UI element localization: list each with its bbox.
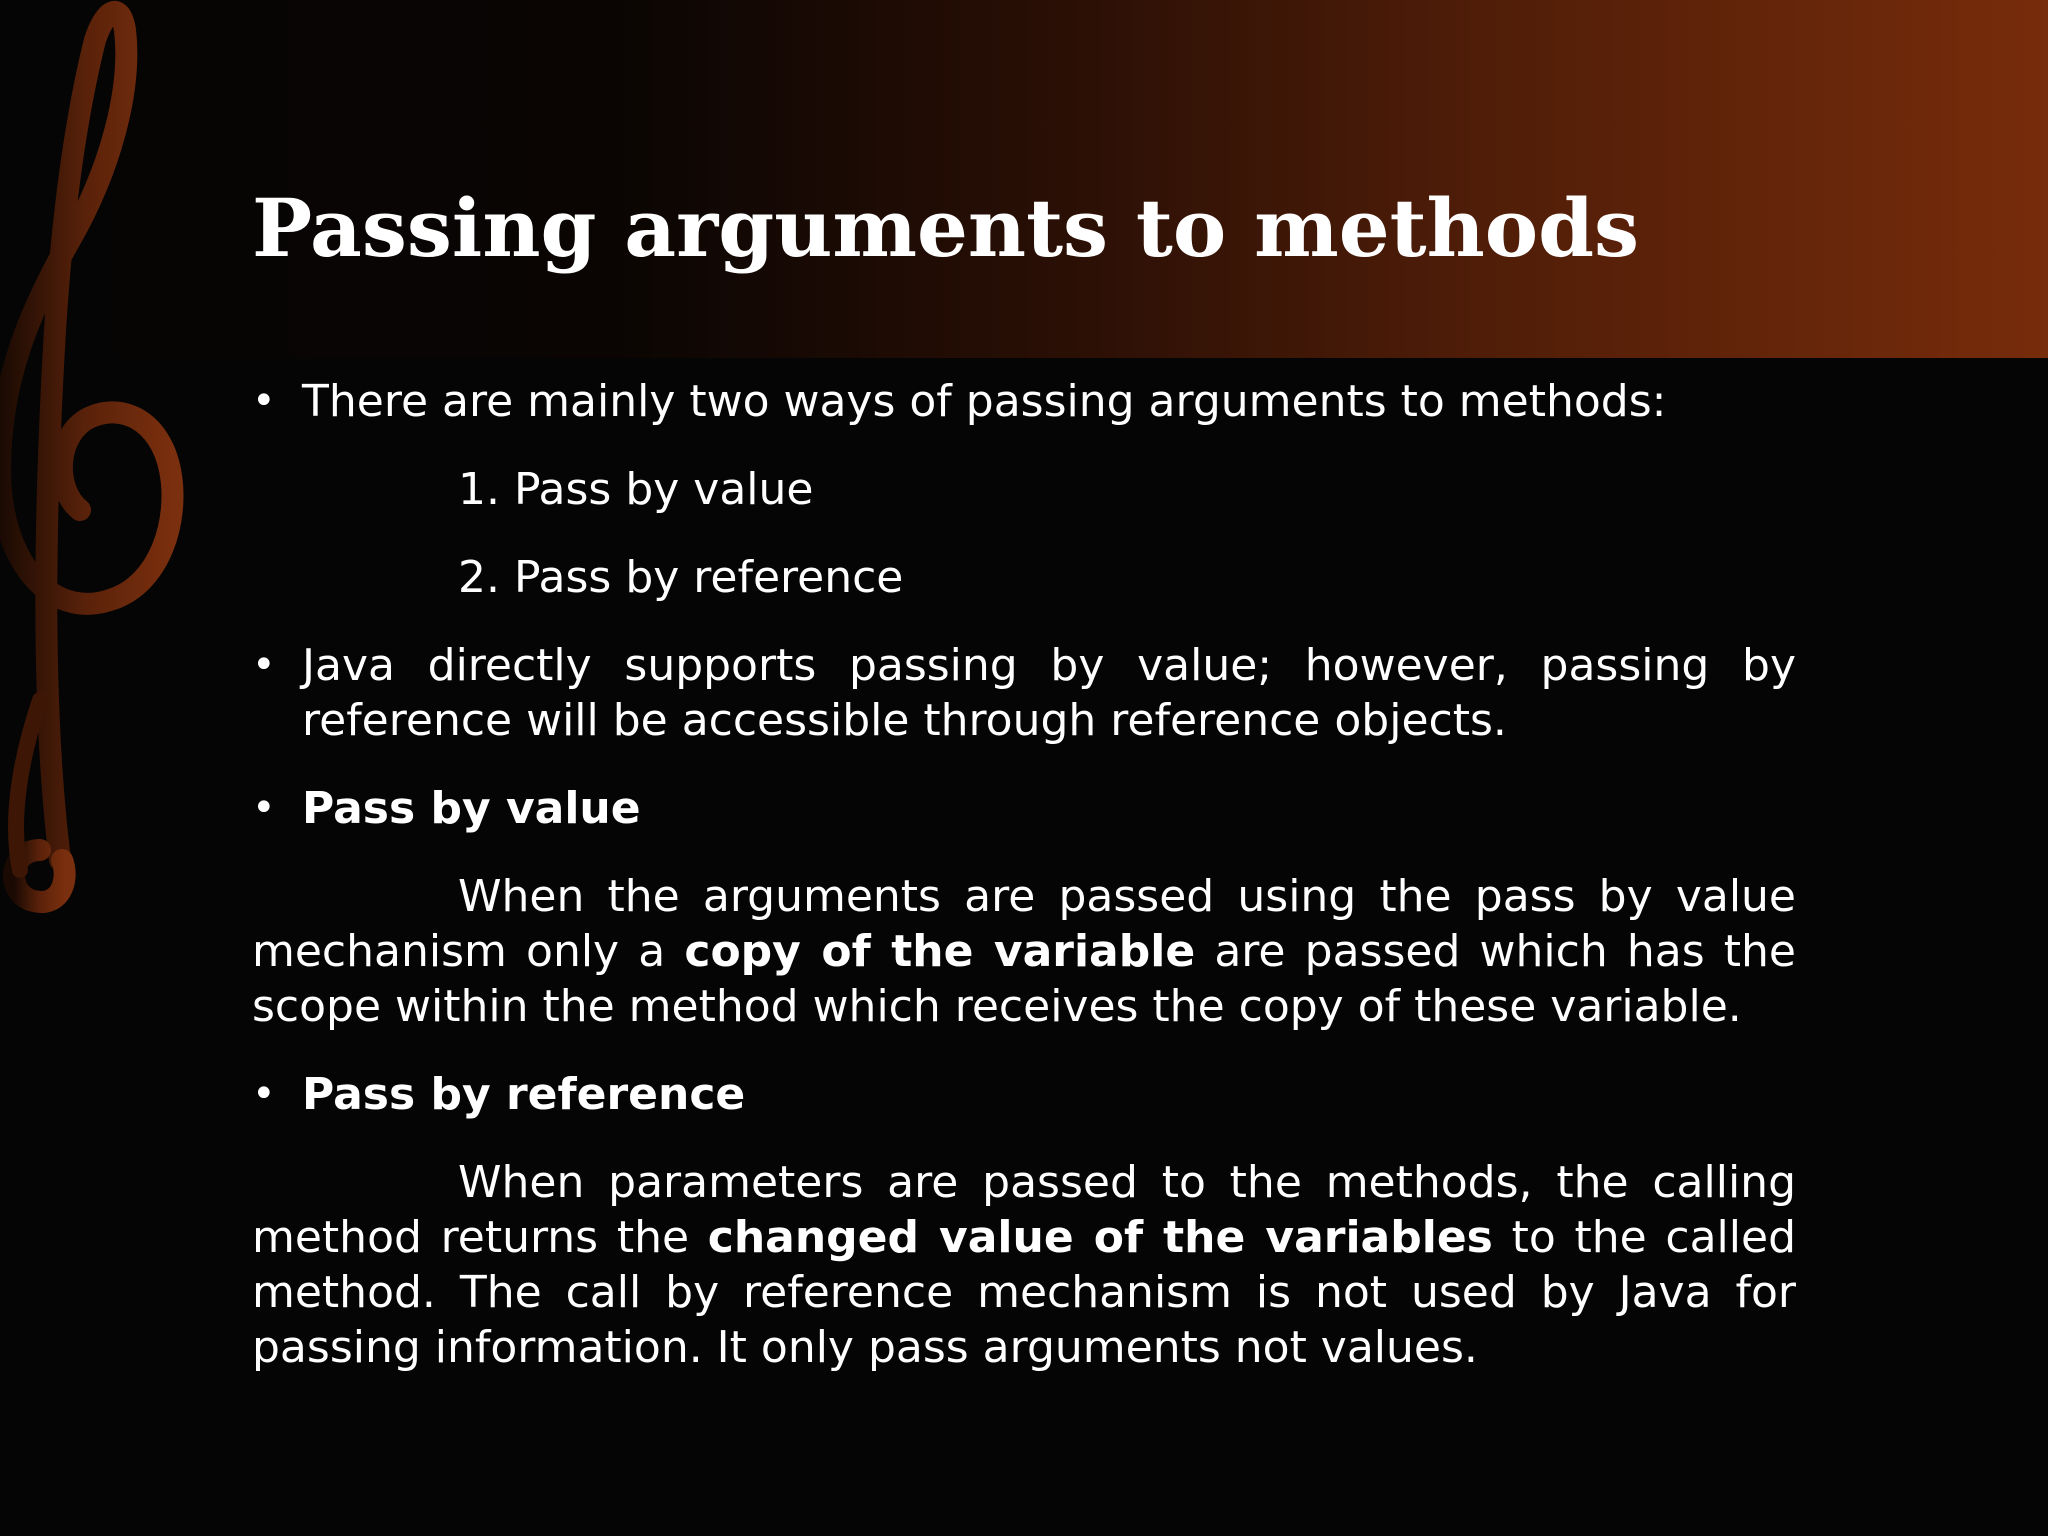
pbv-bold-text: copy of the variable bbox=[684, 926, 1196, 977]
pbr-text-before: When parameters are passed to the methods, the calling method returns the bbox=[252, 1157, 1796, 1263]
pass-by-reference-heading: Pass by reference bbox=[302, 1069, 746, 1120]
list-item: 1. Pass by value bbox=[458, 464, 814, 515]
bullet-pass-by-value bbox=[252, 781, 1796, 836]
pass-by-reference-paragraph bbox=[252, 1155, 1796, 1375]
treble-clef-icon bbox=[0, 0, 190, 940]
pass-by-value-paragraph bbox=[252, 869, 1796, 1034]
bullet-java-text: Java directly supports passing by value; however, passing by reference will be accessible through reference objects. bbox=[302, 640, 1796, 746]
bullet-icon: • bbox=[252, 378, 276, 424]
pass-by-value-heading: Pass by value bbox=[302, 783, 641, 834]
slide-content bbox=[252, 374, 1796, 1375]
slide-title: Passing arguments to methods bbox=[252, 181, 1640, 275]
bullet-java bbox=[252, 638, 1796, 748]
list-item: 2. Pass by reference bbox=[458, 552, 904, 603]
bullet-intro-text: There are mainly two ways of passing arguments to methods: bbox=[302, 376, 1667, 427]
bullet-icon: • bbox=[252, 642, 276, 688]
pbv-text-before: When the arguments are passed using the pass by value mechanism only a bbox=[252, 871, 1796, 977]
pbv-text-after: are passed which has the scope within the method which receives the copy of these variable. bbox=[252, 926, 1796, 1032]
bullet-icon: • bbox=[252, 1071, 276, 1117]
bullet-pass-by-reference bbox=[252, 1067, 1796, 1122]
bullet-icon: • bbox=[252, 785, 276, 831]
pbr-bold-text: changed value of the variables bbox=[707, 1212, 1493, 1263]
pbr-text-after: to the called method. The call by reference mechanism is not used by Java for passing information. It only pass arguments not values. bbox=[252, 1212, 1796, 1373]
bullet-intro bbox=[252, 374, 1796, 429]
